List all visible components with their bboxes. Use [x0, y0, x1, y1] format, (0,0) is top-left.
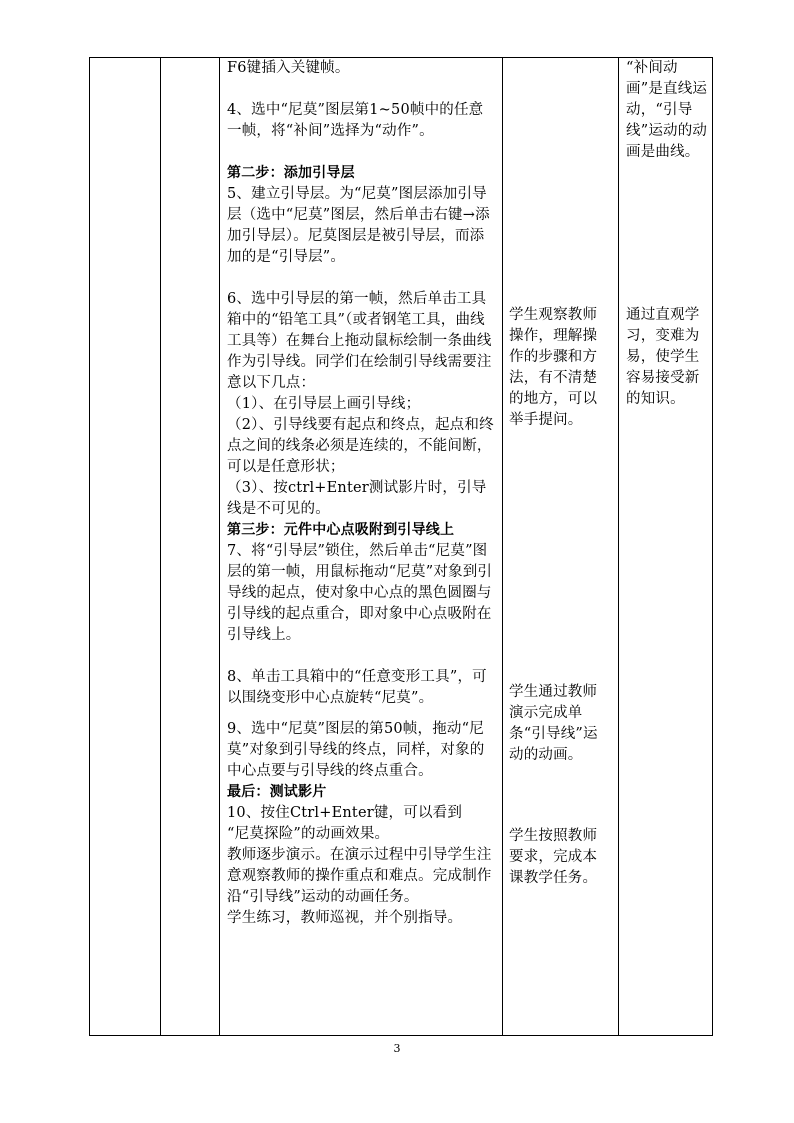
student-activity-2-text: 学生通过教师演示完成单条“引导线”运动的动画。	[509, 684, 598, 763]
student-activity-1	[509, 305, 609, 431]
design-intent-2-text: 通过直观学习，变难为易，使学生容易接受新的知识。	[626, 307, 700, 407]
teacher-demo: 教师逐步演示。在演示过程中引导学生注意观察教师的操作重点和难点。完成制作沿“引导线”运动的动画任务。	[227, 847, 492, 905]
column-divider-1	[160, 57, 161, 1036]
student-activity-3-text: 学生按照教师要求，完成本课教学任务。	[509, 828, 598, 886]
step-5: 5、建立引导层。为“尼莫”图层添加引导层（选中“尼莫”图层，然后单击右键→添加引导层）。尼莫图层是被引导层，而添加的是“引导层”。	[227, 186, 490, 265]
note-2: （2）、引导线要有起点和终点，起点和终点之间的线条必须是连续的，不能间断，可以是任意形状；	[227, 417, 494, 475]
note-3: （3）、按ctrl+Enter测试影片时，引导线是不可见的。	[227, 480, 487, 517]
design-intent-1	[626, 58, 708, 163]
column-divider-3	[502, 57, 503, 1036]
design-intent-2	[626, 305, 708, 410]
step-8: 8、单击工具箱中的“任意变形工具”，可以围绕变形中心点旋转“尼莫”。	[227, 669, 487, 706]
step-7: 7、将“引导层”锁住，然后单击“尼莫”图层的第一帧，用鼠标拖动“尼莫”对象到引导线的起点，使对象中心点的黑色圆圈与引导线的起点重合，即对象中心点吸附在引导线上。	[227, 543, 493, 643]
step-line-f6: F6键插入关键帧。	[227, 60, 350, 76]
column-divider-4	[618, 57, 619, 1036]
heading-step-2: 第二步：添加引导层	[227, 165, 355, 181]
step-9: 9、选中“尼莫”图层的第50帧，拖动“尼莫”对象到引导线的终点，同样，对象的中心点要与引导线的终点重合。	[227, 721, 485, 779]
heading-final: 最后：测试影片	[227, 784, 327, 800]
step-6: 6、选中引导层的第一帧，然后单击工具箱中的“铅笔工具”（或者钢笔工具，曲线工具等）在舞台上拖动鼠标绘制一条曲线作为引导线。同学们在绘制引导线需要注意以下几点：	[227, 291, 492, 391]
page-number: 3	[393, 1042, 401, 1055]
step-10-line-2: “尼莫探险”的动画效果。	[227, 826, 390, 842]
step-4: 4、选中“尼莫”图层第1~50帧中的任意一帧，将“补间”选择为“动作”。	[227, 102, 484, 139]
note-1: （1）、在引导层上画引导线；	[227, 396, 421, 412]
heading-step-3: 第三步：元件中心点吸附到引导线上	[227, 522, 455, 538]
step-10-line-1: 10、按住Ctrl+Enter键，可以看到	[227, 805, 463, 821]
student-activity-2	[509, 682, 609, 766]
teaching-steps-cell	[227, 58, 497, 929]
design-intent-1-text: “补间动画”是直线运动，“引导线”运动的动画是曲线。	[626, 60, 708, 160]
column-divider-2	[219, 57, 220, 1036]
student-activity-3	[509, 826, 609, 889]
student-activity-1-text: 学生观察教师操作，理解操作的步骤和方法，有不清楚的地方，可以举手提问。	[509, 307, 598, 428]
student-practice: 学生练习，教师巡视，并个别指导。	[227, 910, 463, 926]
